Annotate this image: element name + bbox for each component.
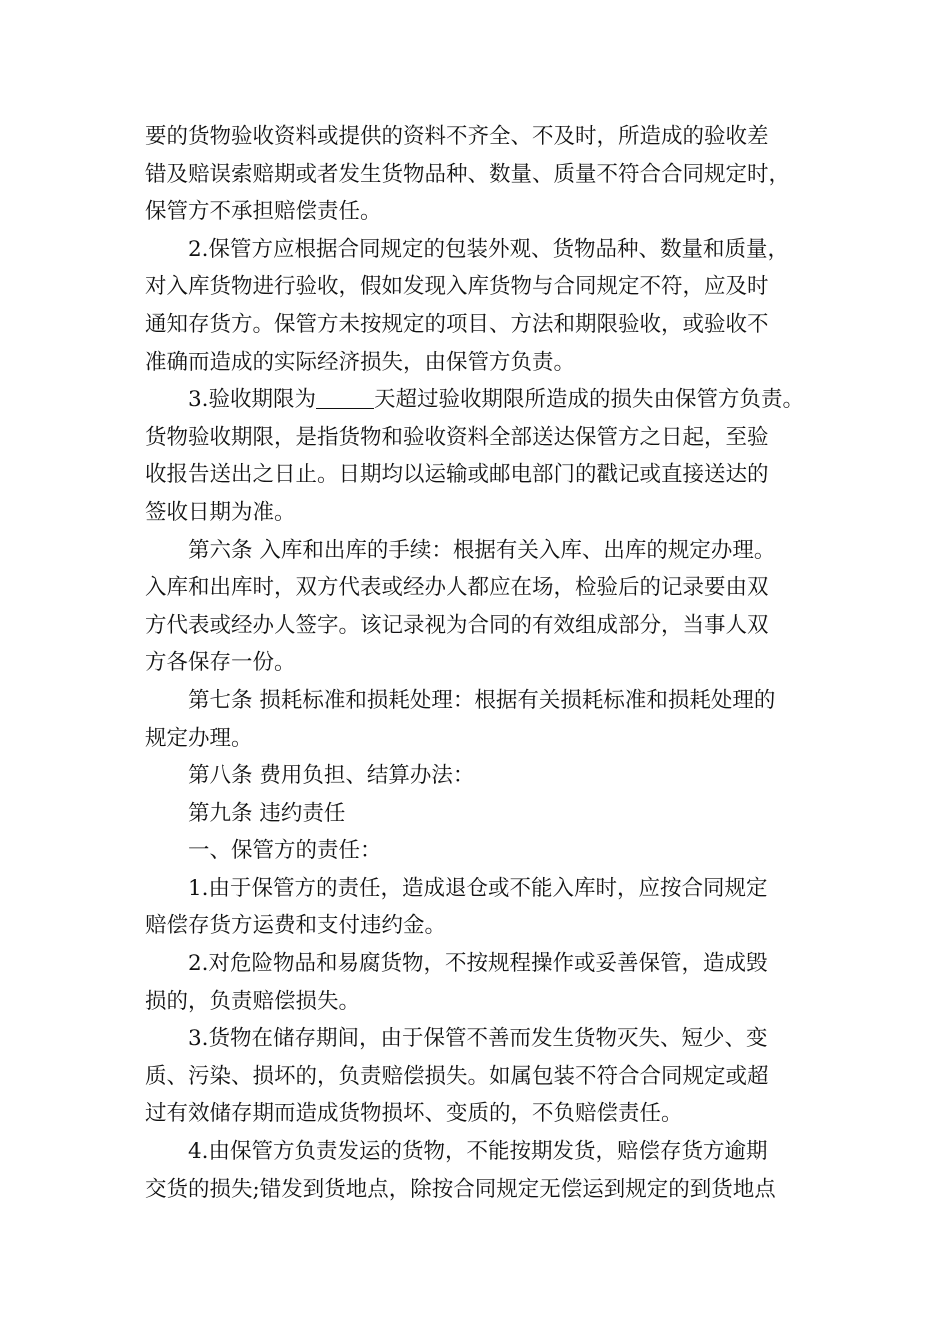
text-line: 第七条 损耗标准和损耗处理：根据有关损耗标准和损耗处理的 [188, 687, 776, 713]
text-line: 对入库货物进行验收，假如发现入库货物与合同规定不符，应及时 [145, 274, 769, 300]
text-line: 货物验收期限，是指货物和验收资料全部送达保管方之日起，至验 [145, 424, 769, 450]
text-line: 方各保存一份。 [145, 650, 296, 676]
text-line: 第九条 违约责任 [188, 800, 346, 826]
text-line: 质、污染、损坏的，负责赔偿损失。如属包装不符合合同规定或超 [145, 1063, 769, 1089]
text-line: 赔偿存货方运费和支付违约金。 [145, 913, 447, 939]
text-line: 错及赔误索赔期或者发生货物品种、数量、质量不符合合同规定时， [145, 161, 791, 187]
text-line: 一、保管方的责任： [188, 838, 382, 864]
text-line: 过有效储存期而造成货物损坏、变质的，不负赔偿责任。 [145, 1101, 683, 1127]
text-line: 第八条 费用负担、结算办法： [188, 763, 475, 789]
text-line: 收报告送出之日止。日期均以运输或邮电部门的戳记或直接送达的 [145, 462, 769, 488]
text-line: 入库和出库时，双方代表或经办人都应在场，检验后的记录要由双 [145, 575, 769, 601]
text-line: 保管方不承担赔偿责任。 [145, 199, 382, 225]
text-segment: 3.验收期限为 [188, 387, 317, 413]
text-segment: 天超过验收期限所造成的损失由保管方负责。 [374, 387, 805, 413]
text-line: 方代表或经办人签字。该记录视为合同的有效组成部分，当事人双 [145, 612, 769, 638]
text-line: 3.货物在储存期间，由于保管不善而发生货物灭失、短少、变 [188, 1026, 768, 1052]
text-line: 第六条 入库和出库的手续：根据有关入库、出库的规定办理。 [188, 537, 776, 563]
text-line: 签收日期为准。 [145, 499, 296, 525]
text-line: 要的货物验收资料或提供的资料不齐全、不及时，所造成的验收差 [145, 124, 769, 149]
text-line: 规定办理。 [145, 725, 253, 751]
fill-in-blank [316, 388, 374, 409]
text-line: 1.由于保管方的责任，造成退仓或不能入库时，应按合同规定 [188, 875, 768, 901]
text-line: 交货的损失;错发到货地点，除按合同规定无偿运到规定的到货地点 [145, 1176, 776, 1202]
text-line: 损的，负责赔偿损失。 [145, 988, 361, 1014]
text-line: 通知存货方。保管方未按规定的项目、方法和期限验收，或验收不 [145, 311, 769, 337]
text-line: 准确而造成的实际经济损失，由保管方负责。 [145, 349, 576, 375]
text-line-with-blank [145, 381, 825, 419]
text-line: 2.保管方应根据合同规定的包装外观、货物品种、数量和质量， [188, 236, 790, 262]
document-body [145, 118, 825, 1208]
text-line: 2.对危险物品和易腐货物，不按规程操作或妥善保管，造成毁 [188, 951, 768, 977]
text-line: 4.由保管方负责发运的货物，不能按期发货，赔偿存货方逾期 [188, 1139, 768, 1165]
